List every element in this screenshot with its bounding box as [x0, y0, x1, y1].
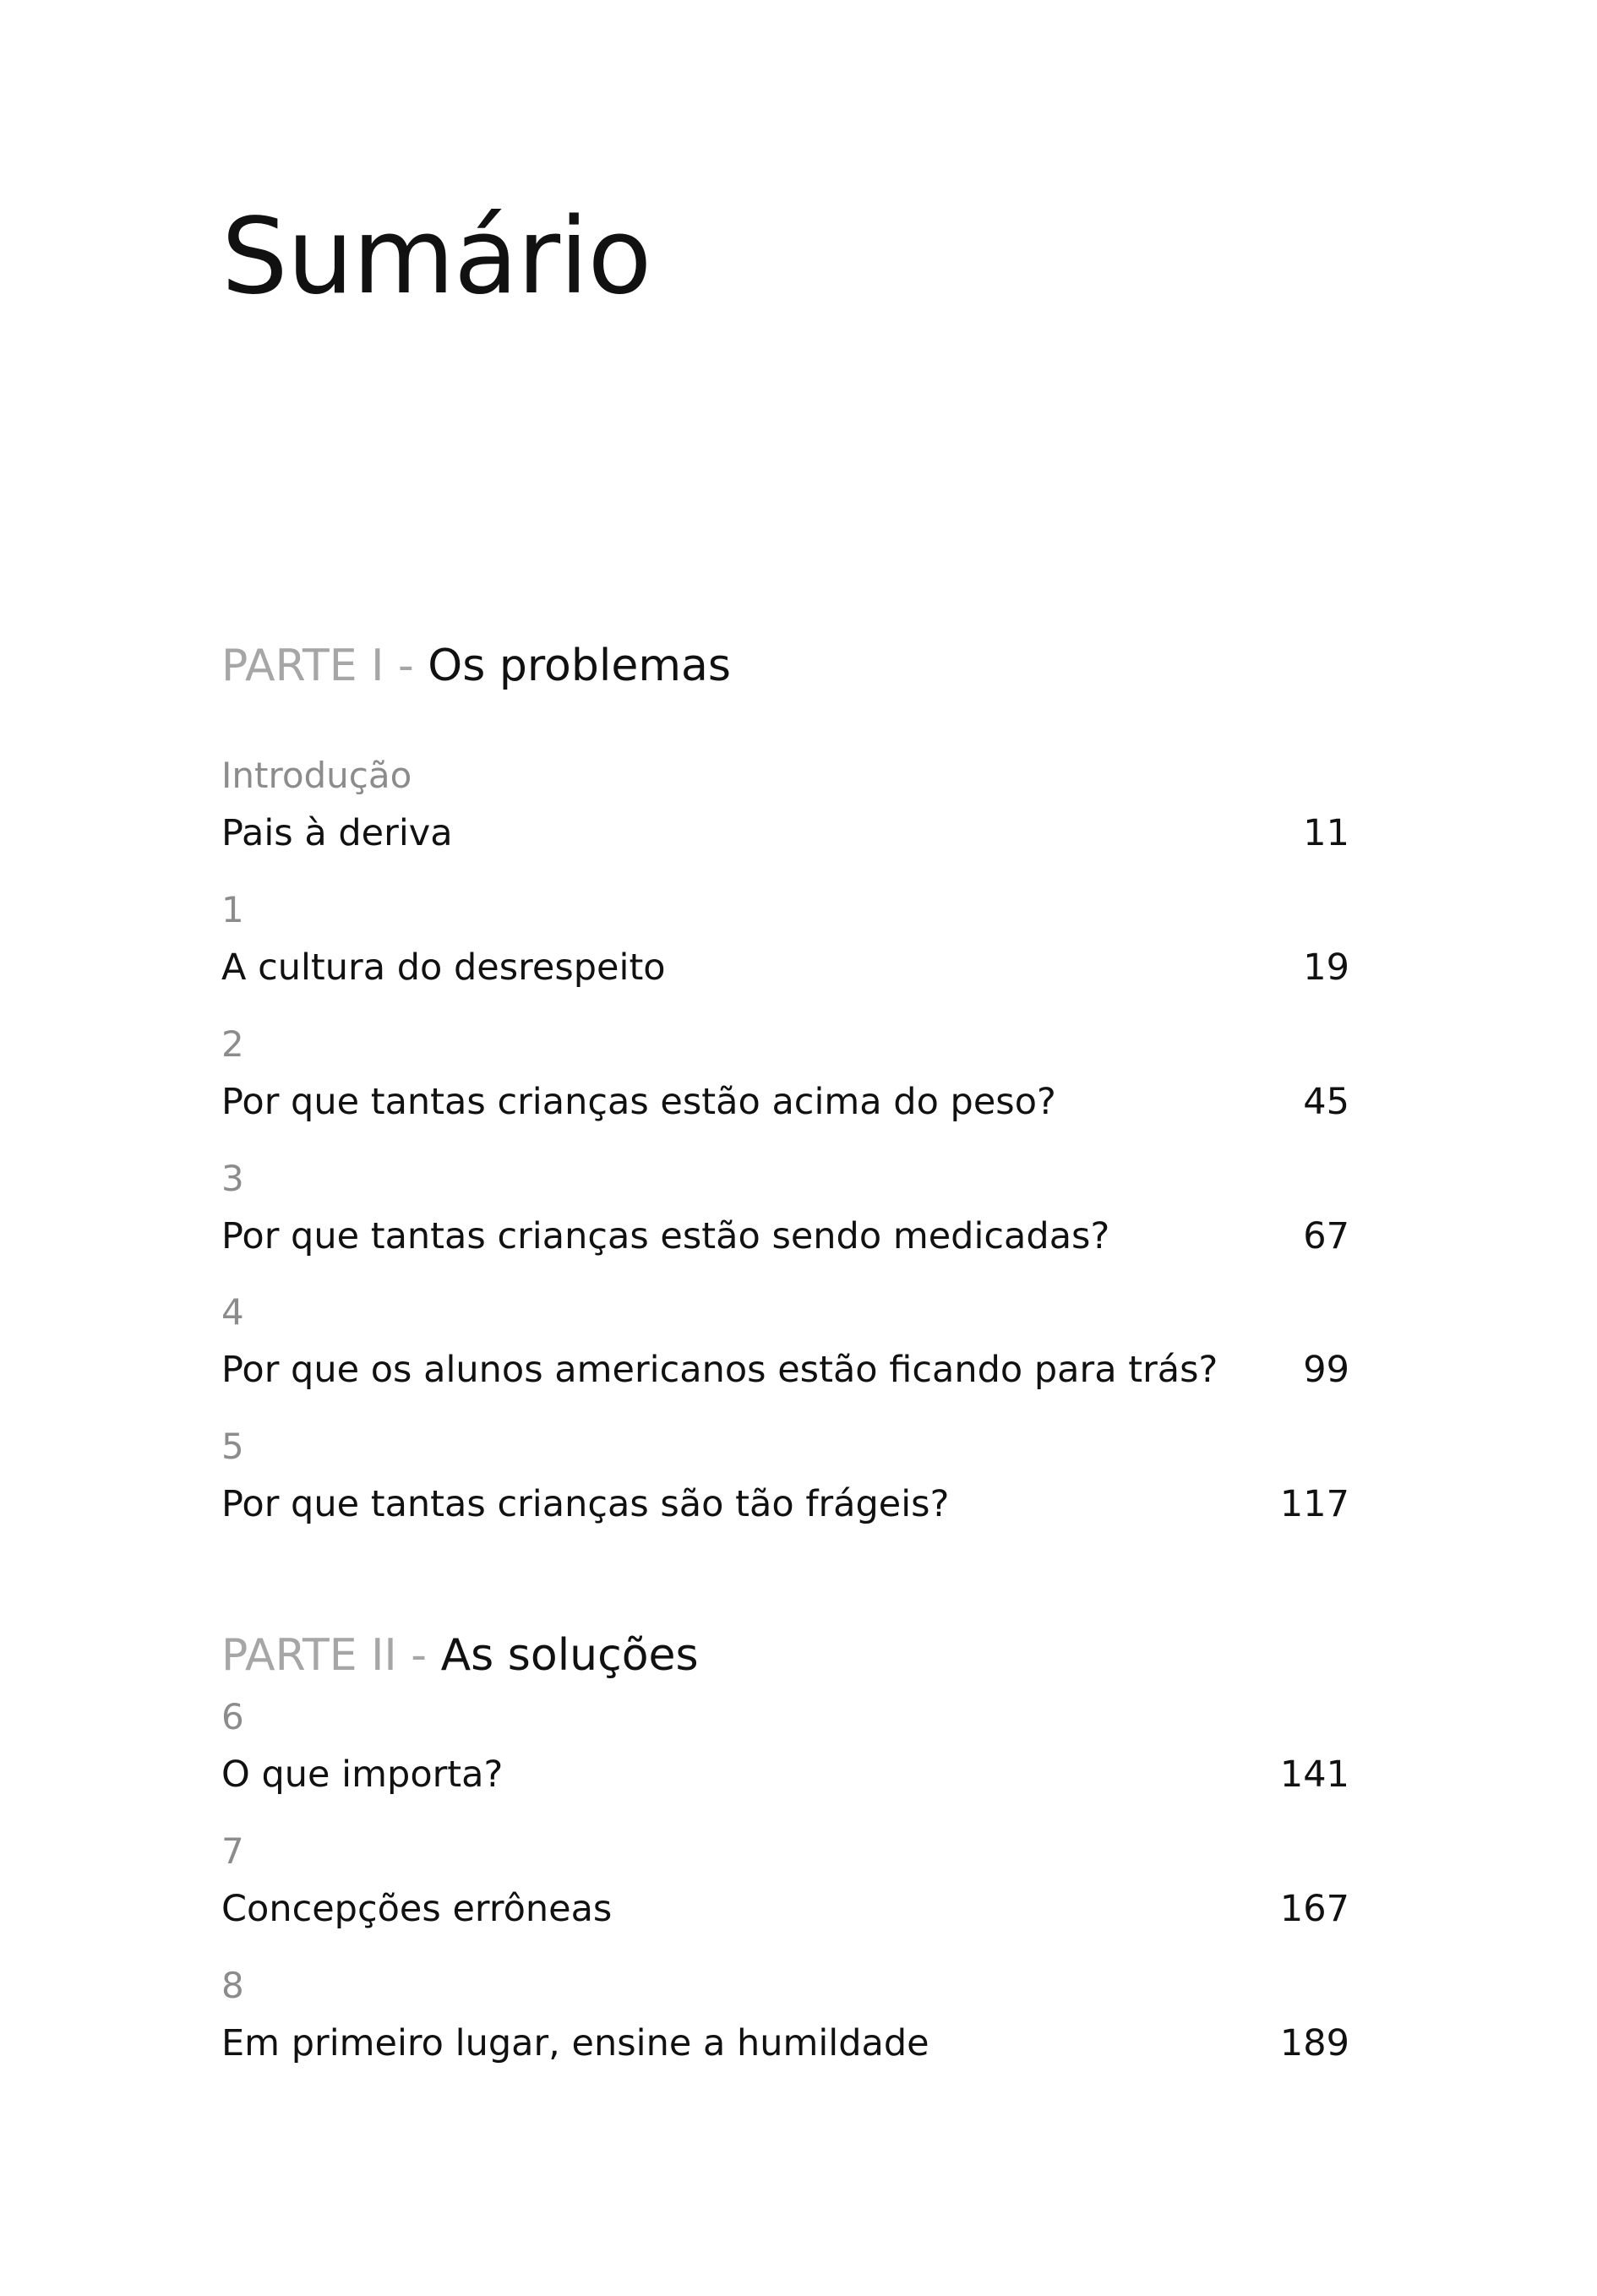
- entry-label: 7: [221, 1830, 244, 1872]
- part-prefix: PARTE II -: [221, 1630, 441, 1681]
- part-title: As soluções: [440, 1630, 699, 1681]
- entry-line: [221, 1483, 1349, 1525]
- entry-title: Por que tantas crianças estão sendo medicadas?: [221, 1215, 1110, 1257]
- entry-label: 3: [221, 1158, 244, 1199]
- entry-label: 6: [221, 1696, 244, 1737]
- toc-entry-chapter-2[interactable]: [221, 1023, 1349, 1123]
- part-heading-2: [221, 1630, 699, 1681]
- part-heading-1: [221, 641, 731, 691]
- entry-page-number: 141: [1279, 1753, 1349, 1796]
- entry-title: Pais à deriva: [221, 812, 453, 854]
- toc-entry-chapter-8[interactable]: [221, 1965, 1349, 2064]
- entry-title: O que importa?: [221, 1753, 504, 1796]
- entry-page-number: 99: [1303, 1349, 1349, 1391]
- entry-label: 1: [221, 889, 244, 930]
- entry-title: A cultura do desrespeito: [221, 946, 666, 989]
- entry-title: Por que tantas crianças são tão frágeis?: [221, 1483, 950, 1525]
- entry-label: 4: [221, 1291, 244, 1333]
- entry-page-number: 67: [1303, 1215, 1349, 1257]
- part-title: Os problemas: [428, 641, 731, 691]
- toc-entry-chapter-4[interactable]: [221, 1291, 1349, 1391]
- entry-label: 8: [221, 1965, 244, 2006]
- entry-line: [221, 812, 1349, 854]
- page-title: Sumário: [221, 196, 651, 318]
- entry-line: [221, 1888, 1349, 1930]
- entry-line: [221, 2022, 1349, 2064]
- entry-line: [221, 1081, 1349, 1123]
- entry-page-number: 45: [1303, 1081, 1349, 1123]
- entry-title: Por que tantas crianças estão acima do peso?: [221, 1081, 1056, 1123]
- entry-label: 5: [221, 1426, 244, 1467]
- toc-entry-chapter-7[interactable]: [221, 1830, 1349, 1930]
- entry-line: [221, 1215, 1349, 1257]
- entry-page-number: 189: [1279, 2022, 1349, 2064]
- entry-page-number: 167: [1279, 1888, 1349, 1930]
- entry-line: [221, 1753, 1349, 1796]
- toc-entry-chapter-6[interactable]: [221, 1696, 1349, 1796]
- entry-page-number: 117: [1279, 1483, 1349, 1525]
- toc-entry-chapter-3[interactable]: [221, 1158, 1349, 1257]
- toc-entry-chapter-5[interactable]: [221, 1426, 1349, 1525]
- toc-entry-chapter-1[interactable]: [221, 889, 1349, 989]
- entry-line: [221, 1349, 1349, 1391]
- entry-title: Em primeiro lugar, ensine a humildade: [221, 2022, 929, 2064]
- entry-title: Concepções errôneas: [221, 1888, 613, 1930]
- entry-title: Por que os alunos americanos estão ficando para trás?: [221, 1349, 1218, 1391]
- entry-label: 2: [221, 1023, 244, 1065]
- entry-line: [221, 946, 1349, 989]
- entry-label: Introdução: [221, 755, 412, 796]
- part-prefix: PARTE I -: [221, 641, 428, 691]
- toc-entry-introducao[interactable]: [221, 755, 1349, 854]
- entry-page-number: 19: [1303, 946, 1349, 989]
- entry-page-number: 11: [1303, 812, 1349, 854]
